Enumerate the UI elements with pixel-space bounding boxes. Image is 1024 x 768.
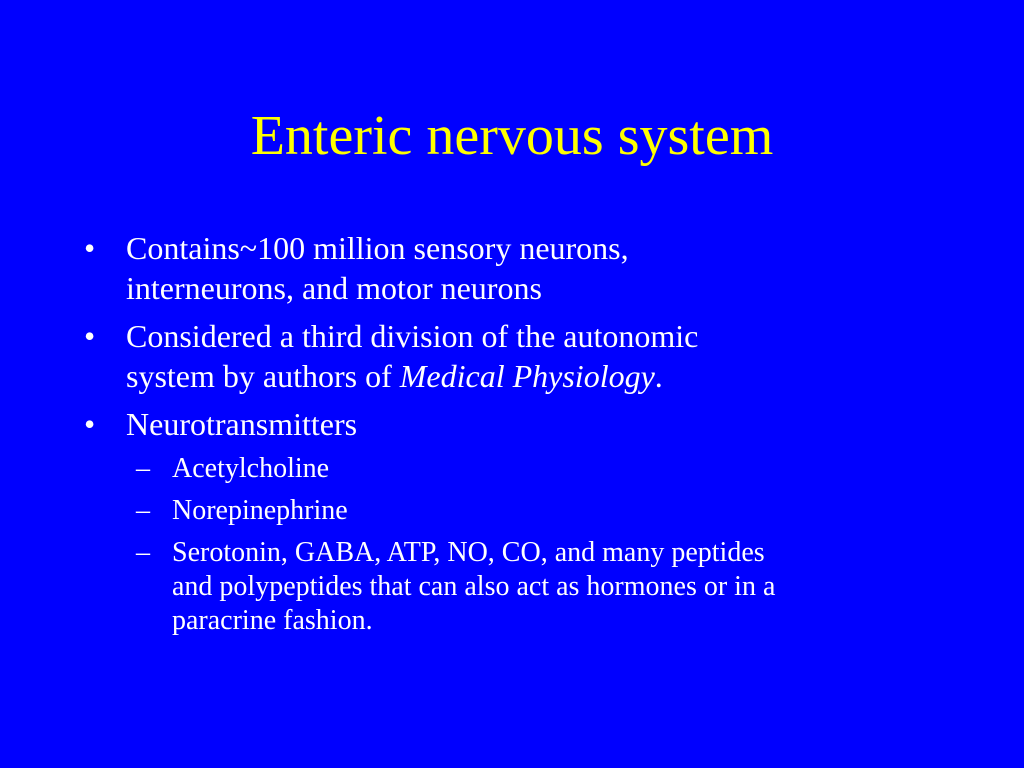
sub-bullet-marker: – [136,453,150,484]
bullet-marker: • [84,318,96,354]
bullet-text-prefix: system by authors of [126,358,400,394]
bullet-marker: • [84,230,96,266]
slide-body [84,228,964,646]
bullet-item [84,404,964,444]
sub-bullet-text: Norepinephrine [172,495,348,526]
sub-bullet-marker: – [136,537,150,568]
sub-bullet-marker: – [136,495,150,526]
bullet-text-line: Considered a third division of the autonomic [126,318,699,354]
sub-bullet-item [84,452,932,486]
sub-bullet-text-line: Serotonin, GABA, ATP, NO, CO, and many peptides [172,537,765,568]
sub-bullet-text: Acetylcholine [172,453,330,484]
slide-title: Enteric nervous system [250,105,774,167]
book-title: Medical Physiology [399,358,655,394]
sub-bullet-text-line: paracrine fashion. [172,605,373,636]
bullet-text-line [126,356,964,396]
bullet-text-line: interneurons, and motor neurons [126,270,542,306]
bullet-text-suffix: . [654,358,663,394]
bullet-item [84,316,964,396]
bullet-text-line: Neurotransmitters [126,406,358,442]
sub-bullet-text-line: and polypeptides that can also act as hormones or in a [172,571,776,602]
bullet-marker: • [84,406,96,442]
bullet-text-line: Contains~100 million sensory neurons, [126,230,629,266]
sub-bullet-item [84,494,932,528]
sub-bullet-item [84,536,932,638]
bullet-item [84,228,964,308]
